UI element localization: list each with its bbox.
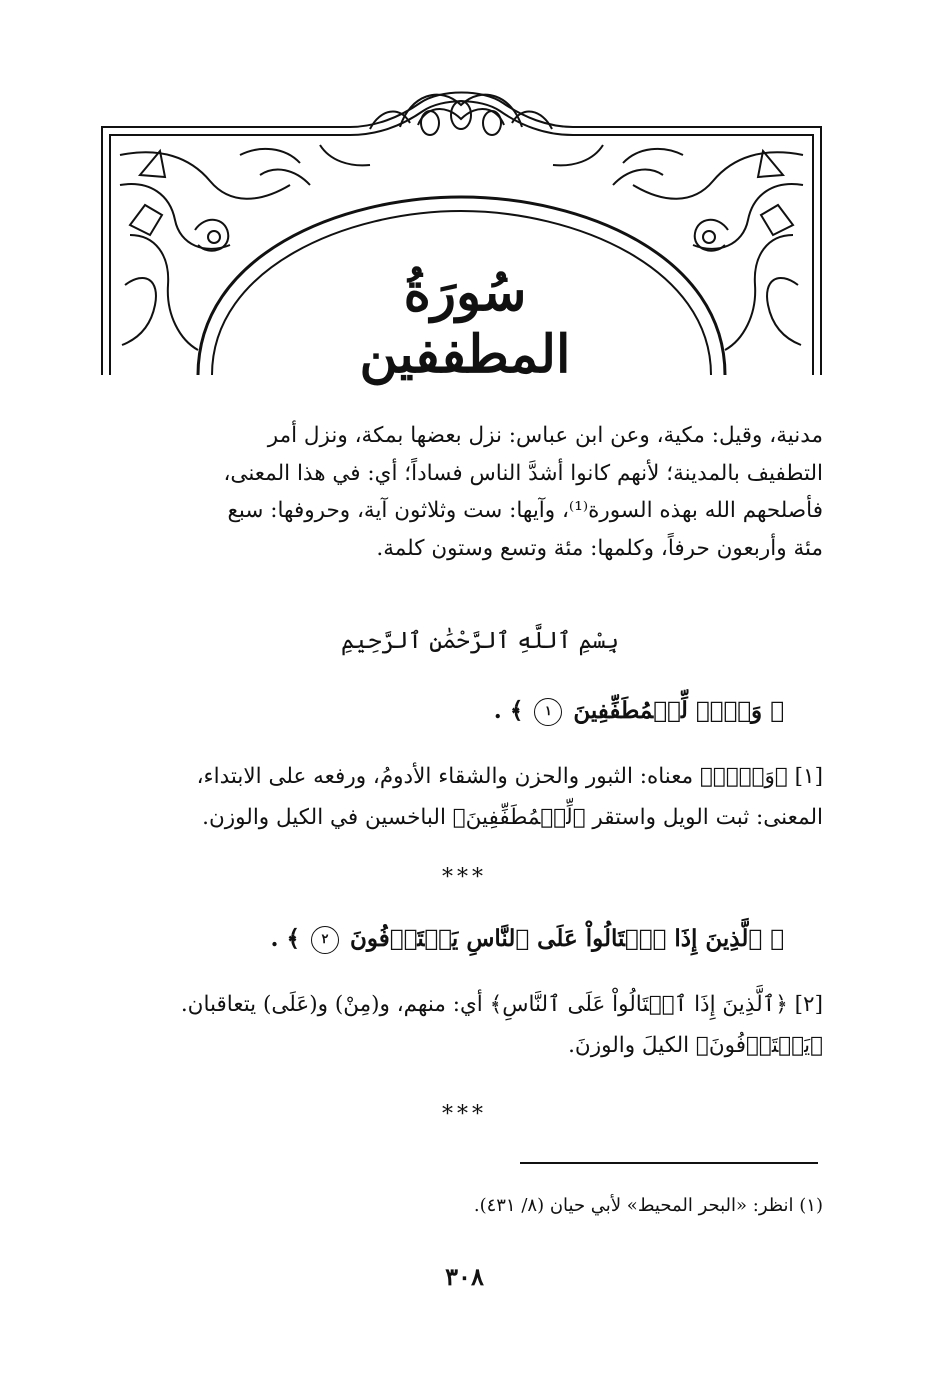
verse-text: وَيۡلٞ لِّلۡمُطَفِّفِينَ xyxy=(573,697,763,724)
verse-1 xyxy=(494,697,784,726)
verse-text: ٱلَّذِينَ إِذَا ٱكۡتَالُواْ عَلَى ٱلنَّاسِ يَسۡتَوۡفُونَ xyxy=(350,925,763,952)
intro-line: مئة وأربعون حرفاً، وكلمها: مئة وتسع وستون كلمة. xyxy=(376,535,823,561)
intro-line: التطفيف بالمدينة؛ لأنهم كانوا أشدَّ الناس فساداً؛ أي: في هذا المعنى، xyxy=(223,460,823,486)
commentary-2 xyxy=(100,985,823,1067)
ornate-bracket-close: ﴾ xyxy=(286,925,300,952)
basmala: بِسْمِ ٱللَّهِ ٱلرَّحْمَٰنِ ٱلرَّحِيمِ xyxy=(341,628,619,654)
commentary-line: ﴿يَسۡتَوۡفُونَ﴾ الكيلَ والوزنَ. xyxy=(568,1032,823,1058)
surah-title: سُورَةُ المطففين xyxy=(359,262,571,386)
ayah-number-marker: ٢ xyxy=(311,926,339,954)
surah-introduction xyxy=(100,417,823,568)
ornate-bracket-open: ﴿ xyxy=(770,697,784,724)
footnote-divider xyxy=(520,1162,818,1164)
commentary-line: [١] ﴿وَيۡلٞ﴾ معناه: الثبور والحزن والشقاء الأدومُ، ورفعه على الابتداء، xyxy=(196,764,823,789)
ayah-number-marker: ١ xyxy=(534,698,562,726)
intro-line: مدنية، وقيل: مكية، وعن ابن عباس: نزل بعضها بمكة، ونزل أمر xyxy=(267,423,823,448)
commentary-line: المعنى: ثبت الويل واستقر ﴿لِّلۡمُطَفِّفِينَ﴾ الباخسين في الكيل والوزن. xyxy=(202,804,823,830)
section-separator: *** xyxy=(442,1102,487,1127)
section-separator: *** xyxy=(442,865,487,890)
verse-2 xyxy=(270,925,784,954)
verse-end-period: . xyxy=(493,697,502,724)
verse-end-period: . xyxy=(270,925,279,952)
ornate-bracket-open: ﴿ xyxy=(770,925,784,952)
footnote: (١) انظر: «البحر المحيط» لأبي حيان (٨/ ٤٣١). xyxy=(473,1195,823,1216)
ornate-bracket-close: ﴾ xyxy=(509,697,524,724)
page-number: ٣٠٨ xyxy=(445,1262,484,1291)
intro-line: فأصلحهم الله بهذه السورة⁽¹⁾، وآيها: ست وثلاثون آية، وحروفها: سبع xyxy=(227,498,823,524)
commentary-line: [٢] ﴿ٱلَّذِينَ إِذَا ٱكۡتَالُواْ عَلَى ٱلنَّاسِ﴾ أي: منهم، و(مِنْ) و(عَلَى) يتعاقبان. xyxy=(180,992,823,1017)
commentary-1 xyxy=(100,757,823,839)
